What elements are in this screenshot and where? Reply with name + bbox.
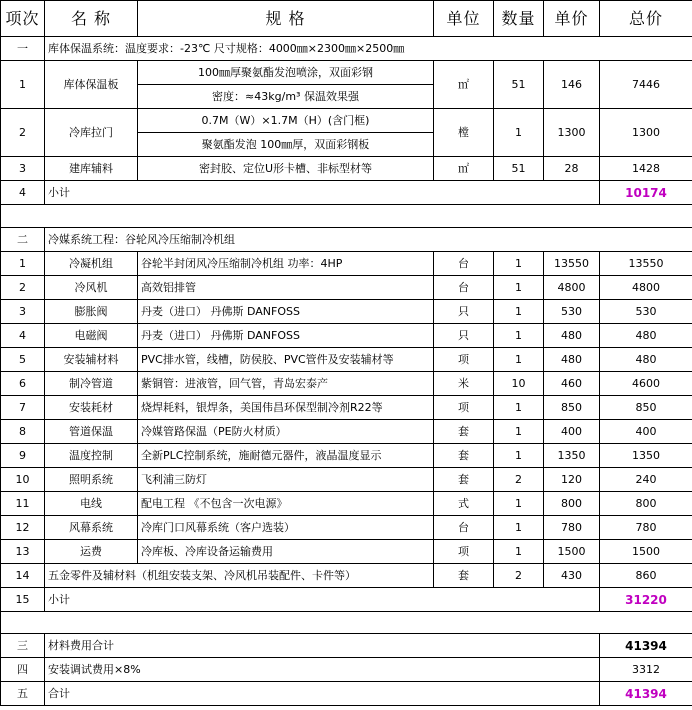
row-qty: 1 [494, 492, 544, 516]
row-qty: 2 [494, 468, 544, 492]
summary-value: 3312 [600, 658, 692, 682]
row-no: 11 [1, 492, 45, 516]
row-spec: 配电工程 《不包含一次电源》 [138, 492, 434, 516]
row-total: 800 [600, 492, 692, 516]
header-name: 名 称 [45, 1, 138, 37]
row-total: 4600 [600, 372, 692, 396]
section-no: 一 [1, 37, 45, 61]
row-spec-line: 100㎜厚聚氨酯发泡喷涂，双面彩钢 [138, 61, 434, 85]
row-spec: 丹麦（进口） 丹佛斯 DANFOSS [138, 324, 434, 348]
row-qty: 1 [494, 420, 544, 444]
row-price: 146 [544, 61, 600, 109]
table-row [1, 252, 692, 276]
summary-label: 材料费用合计 [45, 634, 600, 658]
table-row [1, 157, 692, 181]
row-total: 1428 [600, 157, 692, 181]
row-qty: 2 [494, 564, 544, 588]
header-qty: 数量 [494, 1, 544, 37]
row-spec: 五金零件及辅材料（机组安装支架、冷风机吊装配件、卡件等） [45, 564, 434, 588]
table-row [1, 61, 692, 85]
row-price: 1350 [544, 444, 600, 468]
subtotal-row [1, 588, 692, 612]
header-item-no: 项次 [1, 1, 45, 37]
table-row [1, 420, 692, 444]
row-price: 460 [544, 372, 600, 396]
row-spec: 飞利浦三防灯 [138, 468, 434, 492]
row-total: 1500 [600, 540, 692, 564]
row-qty: 1 [494, 252, 544, 276]
row-qty: 1 [494, 109, 544, 157]
row-qty: 1 [494, 324, 544, 348]
summary-no: 五 [1, 682, 45, 706]
section-title: 冷媒系统工程：谷轮风冷压缩制冷机组 [45, 228, 692, 252]
summary-label: 合计 [45, 682, 600, 706]
row-name: 运费 [45, 540, 138, 564]
row-spec: 冷库门口风幕系统（客户选装） [138, 516, 434, 540]
table-row [1, 564, 692, 588]
subtotal-value: 31220 [600, 588, 692, 612]
header-price: 单价 [544, 1, 600, 37]
row-name: 风幕系统 [45, 516, 138, 540]
table-row [1, 444, 692, 468]
row-price: 400 [544, 420, 600, 444]
row-total: 1350 [600, 444, 692, 468]
row-price: 120 [544, 468, 600, 492]
spacer-row [1, 205, 692, 228]
header-unit: 单位 [434, 1, 494, 37]
row-no: 1 [1, 61, 45, 109]
row-name: 冷凝机组 [45, 252, 138, 276]
row-unit: 项 [434, 396, 494, 420]
row-qty: 1 [494, 396, 544, 420]
row-qty: 51 [494, 157, 544, 181]
row-qty: 1 [494, 276, 544, 300]
summary-value: 41394 [600, 634, 692, 658]
row-price: 480 [544, 348, 600, 372]
row-total: 860 [600, 564, 692, 588]
row-no: 9 [1, 444, 45, 468]
row-unit: 台 [434, 276, 494, 300]
row-no: 10 [1, 468, 45, 492]
row-no: 2 [1, 276, 45, 300]
row-unit: 套 [434, 444, 494, 468]
table-row [1, 348, 692, 372]
row-total: 530 [600, 300, 692, 324]
row-name: 冷库拉门 [45, 109, 138, 157]
row-qty: 51 [494, 61, 544, 109]
row-unit: 项 [434, 540, 494, 564]
table-row [1, 492, 692, 516]
row-price: 13550 [544, 252, 600, 276]
row-price: 28 [544, 157, 600, 181]
row-unit: 台 [434, 252, 494, 276]
row-unit: 只 [434, 324, 494, 348]
row-spec-line: 密度：≈43kg/m³ 保温效果强 [138, 85, 434, 109]
row-total: 4800 [600, 276, 692, 300]
summary-no: 四 [1, 658, 45, 682]
row-spec: 冷媒管路保温（PE防火材质） [138, 420, 434, 444]
row-spec-line: 0.7M（W）×1.7M（H）(含门框) [138, 109, 434, 133]
table-row [1, 276, 692, 300]
header-total: 总价 [600, 1, 692, 37]
row-name: 电线 [45, 492, 138, 516]
row-name: 安装耗材 [45, 396, 138, 420]
row-unit: 米 [434, 372, 494, 396]
row-price: 480 [544, 324, 600, 348]
row-unit: 式 [434, 492, 494, 516]
row-spec: 冷库板、冷库设备运输费用 [138, 540, 434, 564]
row-name: 安装辅材料 [45, 348, 138, 372]
row-no: 6 [1, 372, 45, 396]
row-total: 850 [600, 396, 692, 420]
row-name: 库体保温板 [45, 61, 138, 109]
row-no: 12 [1, 516, 45, 540]
table-row [1, 324, 692, 348]
row-total: 780 [600, 516, 692, 540]
row-no: 8 [1, 420, 45, 444]
row-qty: 1 [494, 516, 544, 540]
row-spec: PVC排水管，线槽，防侯胶、PVC管件及安装辅材等 [138, 348, 434, 372]
row-total: 480 [600, 348, 692, 372]
row-spec: 高效铝排管 [138, 276, 434, 300]
row-name: 管道保温 [45, 420, 138, 444]
row-spec: 烧焊耗料，银焊条，美国伟昌环保型制冷剂R22等 [138, 396, 434, 420]
row-no: 1 [1, 252, 45, 276]
header-row [1, 1, 692, 37]
section-title: 库体保温系统：温度要求：-23℃ 尺寸规格：4000㎜×2300㎜×2500㎜ [45, 37, 692, 61]
row-name: 建库辅料 [45, 157, 138, 181]
row-qty: 1 [494, 444, 544, 468]
summary-row [1, 658, 692, 682]
row-total: 240 [600, 468, 692, 492]
spacer-row [1, 612, 692, 634]
table-row [1, 516, 692, 540]
row-unit: ㎡ [434, 61, 494, 109]
row-qty: 1 [494, 300, 544, 324]
table-row [1, 109, 692, 133]
row-unit: 项 [434, 348, 494, 372]
row-no: 7 [1, 396, 45, 420]
row-spec-line: 聚氨酯发泡 100㎜厚，双面彩钢板 [138, 133, 434, 157]
row-total: 7446 [600, 61, 692, 109]
row-price: 780 [544, 516, 600, 540]
row-total: 480 [600, 324, 692, 348]
table-row [1, 300, 692, 324]
row-unit: 台 [434, 516, 494, 540]
row-spec: 紫铜管：进液管，回气管，青岛宏泰产 [138, 372, 434, 396]
row-unit: 只 [434, 300, 494, 324]
summary-row [1, 634, 692, 658]
section-title-row [1, 228, 692, 252]
summary-row [1, 682, 692, 706]
summary-value: 41394 [600, 682, 692, 706]
row-price: 4800 [544, 276, 600, 300]
section-title-row [1, 37, 692, 61]
subtotal-row [1, 181, 692, 205]
row-unit: ㎡ [434, 157, 494, 181]
subtotal-label: 小计 [45, 181, 600, 205]
table-row [1, 372, 692, 396]
row-spec: 密封胶、定位U形卡槽、非标型材等 [138, 157, 434, 181]
row-total: 400 [600, 420, 692, 444]
row-name: 照明系统 [45, 468, 138, 492]
row-price: 800 [544, 492, 600, 516]
row-no: 13 [1, 540, 45, 564]
row-unit: 樘 [434, 109, 494, 157]
row-unit: 套 [434, 468, 494, 492]
summary-label: 安装调试费用×8% [45, 658, 600, 682]
row-price: 850 [544, 396, 600, 420]
row-name: 膨胀阀 [45, 300, 138, 324]
row-name: 温度控制 [45, 444, 138, 468]
row-price: 530 [544, 300, 600, 324]
row-price: 1300 [544, 109, 600, 157]
subtotal-label: 小计 [45, 588, 600, 612]
row-spec: 丹麦（进口） 丹佛斯 DANFOSS [138, 300, 434, 324]
row-total: 1300 [600, 109, 692, 157]
row-qty: 1 [494, 540, 544, 564]
row-no: 4 [1, 324, 45, 348]
row-unit: 套 [434, 564, 494, 588]
row-spec: 谷轮半封闭风冷压缩制冷机组 功率：4HP [138, 252, 434, 276]
row-price: 430 [544, 564, 600, 588]
row-no: 15 [1, 588, 45, 612]
row-price: 1500 [544, 540, 600, 564]
row-no: 3 [1, 157, 45, 181]
row-no: 5 [1, 348, 45, 372]
row-qty: 1 [494, 348, 544, 372]
section-no: 二 [1, 228, 45, 252]
table-row [1, 468, 692, 492]
table-row [1, 540, 692, 564]
summary-no: 三 [1, 634, 45, 658]
subtotal-value: 10174 [600, 181, 692, 205]
row-no: 14 [1, 564, 45, 588]
row-spec: 全新PLC控制系统，施耐德元器件，液晶温度显示 [138, 444, 434, 468]
table-row [1, 396, 692, 420]
row-unit: 套 [434, 420, 494, 444]
row-no: 4 [1, 181, 45, 205]
row-name: 冷风机 [45, 276, 138, 300]
header-spec: 规 格 [138, 1, 434, 37]
row-no: 3 [1, 300, 45, 324]
row-total: 13550 [600, 252, 692, 276]
row-qty: 10 [494, 372, 544, 396]
row-name: 制冷管道 [45, 372, 138, 396]
row-no: 2 [1, 109, 45, 157]
row-name: 电磁阀 [45, 324, 138, 348]
